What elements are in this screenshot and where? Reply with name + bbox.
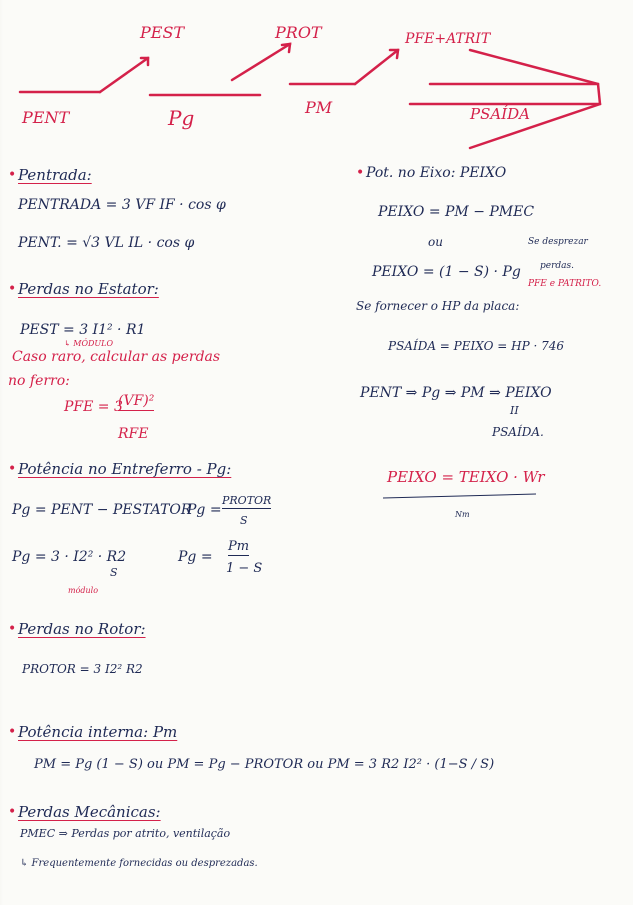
label-p-rot: PROT <box>275 23 322 42</box>
label-p-saida: PSAÍDA <box>470 105 530 123</box>
eq-pg-rotor-left: Pg = <box>187 502 222 518</box>
eq-p-fe-num: (VF)² <box>118 393 155 409</box>
eq-p-entrada: PENTRADA = 3 VF IF · cos φ <box>18 197 226 213</box>
section-heading-mecanicas: Perdas Mecânicas: <box>18 803 161 821</box>
eq-pg-current: Pg = 3 · I2² · R2 <box>12 549 127 565</box>
note-pfe-patrito: PFE e PATRITO. <box>528 279 602 289</box>
note-perdas-ferro-2: no ferro: <box>8 373 70 389</box>
mec-line-2: ↳ Frequentemente fornecidas ou desprezadas. <box>20 858 258 869</box>
bullet: • <box>8 724 17 740</box>
section-heading-entrada: Pentrada: <box>18 166 92 184</box>
note-desprezar: Se desprezar <box>528 237 588 247</box>
bullet: • <box>8 804 17 820</box>
bullet: • <box>8 281 17 297</box>
eq-p-est: PEST = 3 I1² · R1 <box>20 322 146 338</box>
eq-p-rotor: PROTOR = 3 I2² R2 <box>22 662 143 676</box>
eq-pg-pm-den: 1 − S <box>226 561 263 576</box>
eq-p-fe-den: RFE <box>118 426 149 442</box>
section-heading-entreferro: Potência no Entreferro - Pg: <box>18 460 232 478</box>
label-p-ent: PENT <box>22 108 70 127</box>
eq-pm-forms: PM = Pg (1 − S) ou PM = Pg − PROTOR ou PM = 3 R2 I2² · (1−S / S) <box>34 757 495 772</box>
eq-p-eixo-torque: PEIXO = TEIXO · Wr <box>387 468 545 486</box>
eq-p-eixo-slip: PEIXO = (1 − S) · Pg <box>372 264 521 280</box>
eq-p-saida-hp: PSAÍDA = PEIXO = HP · 746 <box>388 339 564 353</box>
bullet: • <box>8 621 17 637</box>
note-perdas: perdas. <box>540 261 574 271</box>
label-p-m: PM <box>305 98 333 117</box>
eq-pg-current-note: módulo <box>68 586 99 595</box>
underline-eixo <box>383 494 536 498</box>
flow-branch-1 <box>100 58 148 92</box>
eq-pg-rotor-den: S <box>240 514 248 527</box>
eq-pg-rotor-num: PROTOR <box>222 494 272 507</box>
eq-p-est-note: ↳ MÓDULO <box>64 339 114 348</box>
note-fornecer-hp: Se fornecer o HP da placa: <box>356 299 520 313</box>
eq-p-ent-line: PENT. = √3 VL IL · cos φ <box>18 235 195 251</box>
label-p-fe-atrit: PFE+ATRIT <box>405 31 491 47</box>
bullet: • <box>8 461 17 477</box>
section-heading-interna: Potência interna: Pm <box>18 723 178 741</box>
section-heading-estator: Perdas no Estator: <box>18 280 159 298</box>
eq-power-chain: PENT ⇒ Pg ⇒ PM ⇒ PEIXO <box>360 385 552 401</box>
flow-branch-3 <box>355 50 398 84</box>
section-heading-rotor: Perdas no Rotor: <box>18 620 146 638</box>
eq-p-eixo-mec: PEIXO = PM − PMEC <box>378 204 535 220</box>
mec-line-1: PMEC ⇒ Perdas por atrito, ventilação <box>20 827 231 840</box>
eq-pg-current-den: S <box>110 566 118 579</box>
label-p-est: PEST <box>140 23 185 42</box>
eq-pg-pm-num: Pm <box>228 539 250 554</box>
output-arrow-head <box>470 50 600 148</box>
eq-power-chain-equal: II <box>510 404 519 417</box>
eq-p-fe-left: PFE = 3 <box>64 399 123 415</box>
eq-pg-pm-left: Pg = <box>178 549 213 565</box>
label-p-g: Pg <box>168 106 195 130</box>
note-perdas-ferro-1: Caso raro, calcular as perdas <box>12 349 221 365</box>
eq-pg-ent: Pg = PENT − PESTATOR <box>12 502 192 518</box>
bullet: • <box>8 167 17 183</box>
bullet: • <box>356 165 365 181</box>
section-heading-eixo: Pot. no Eixo: PEIXO <box>366 165 507 181</box>
flow-branch-2 <box>232 44 290 80</box>
ou-label: ou <box>428 235 443 249</box>
eq-p-eixo-torque-unit: Nm <box>455 510 470 519</box>
eq-power-chain-saida: PSAÍDA. <box>492 425 544 439</box>
